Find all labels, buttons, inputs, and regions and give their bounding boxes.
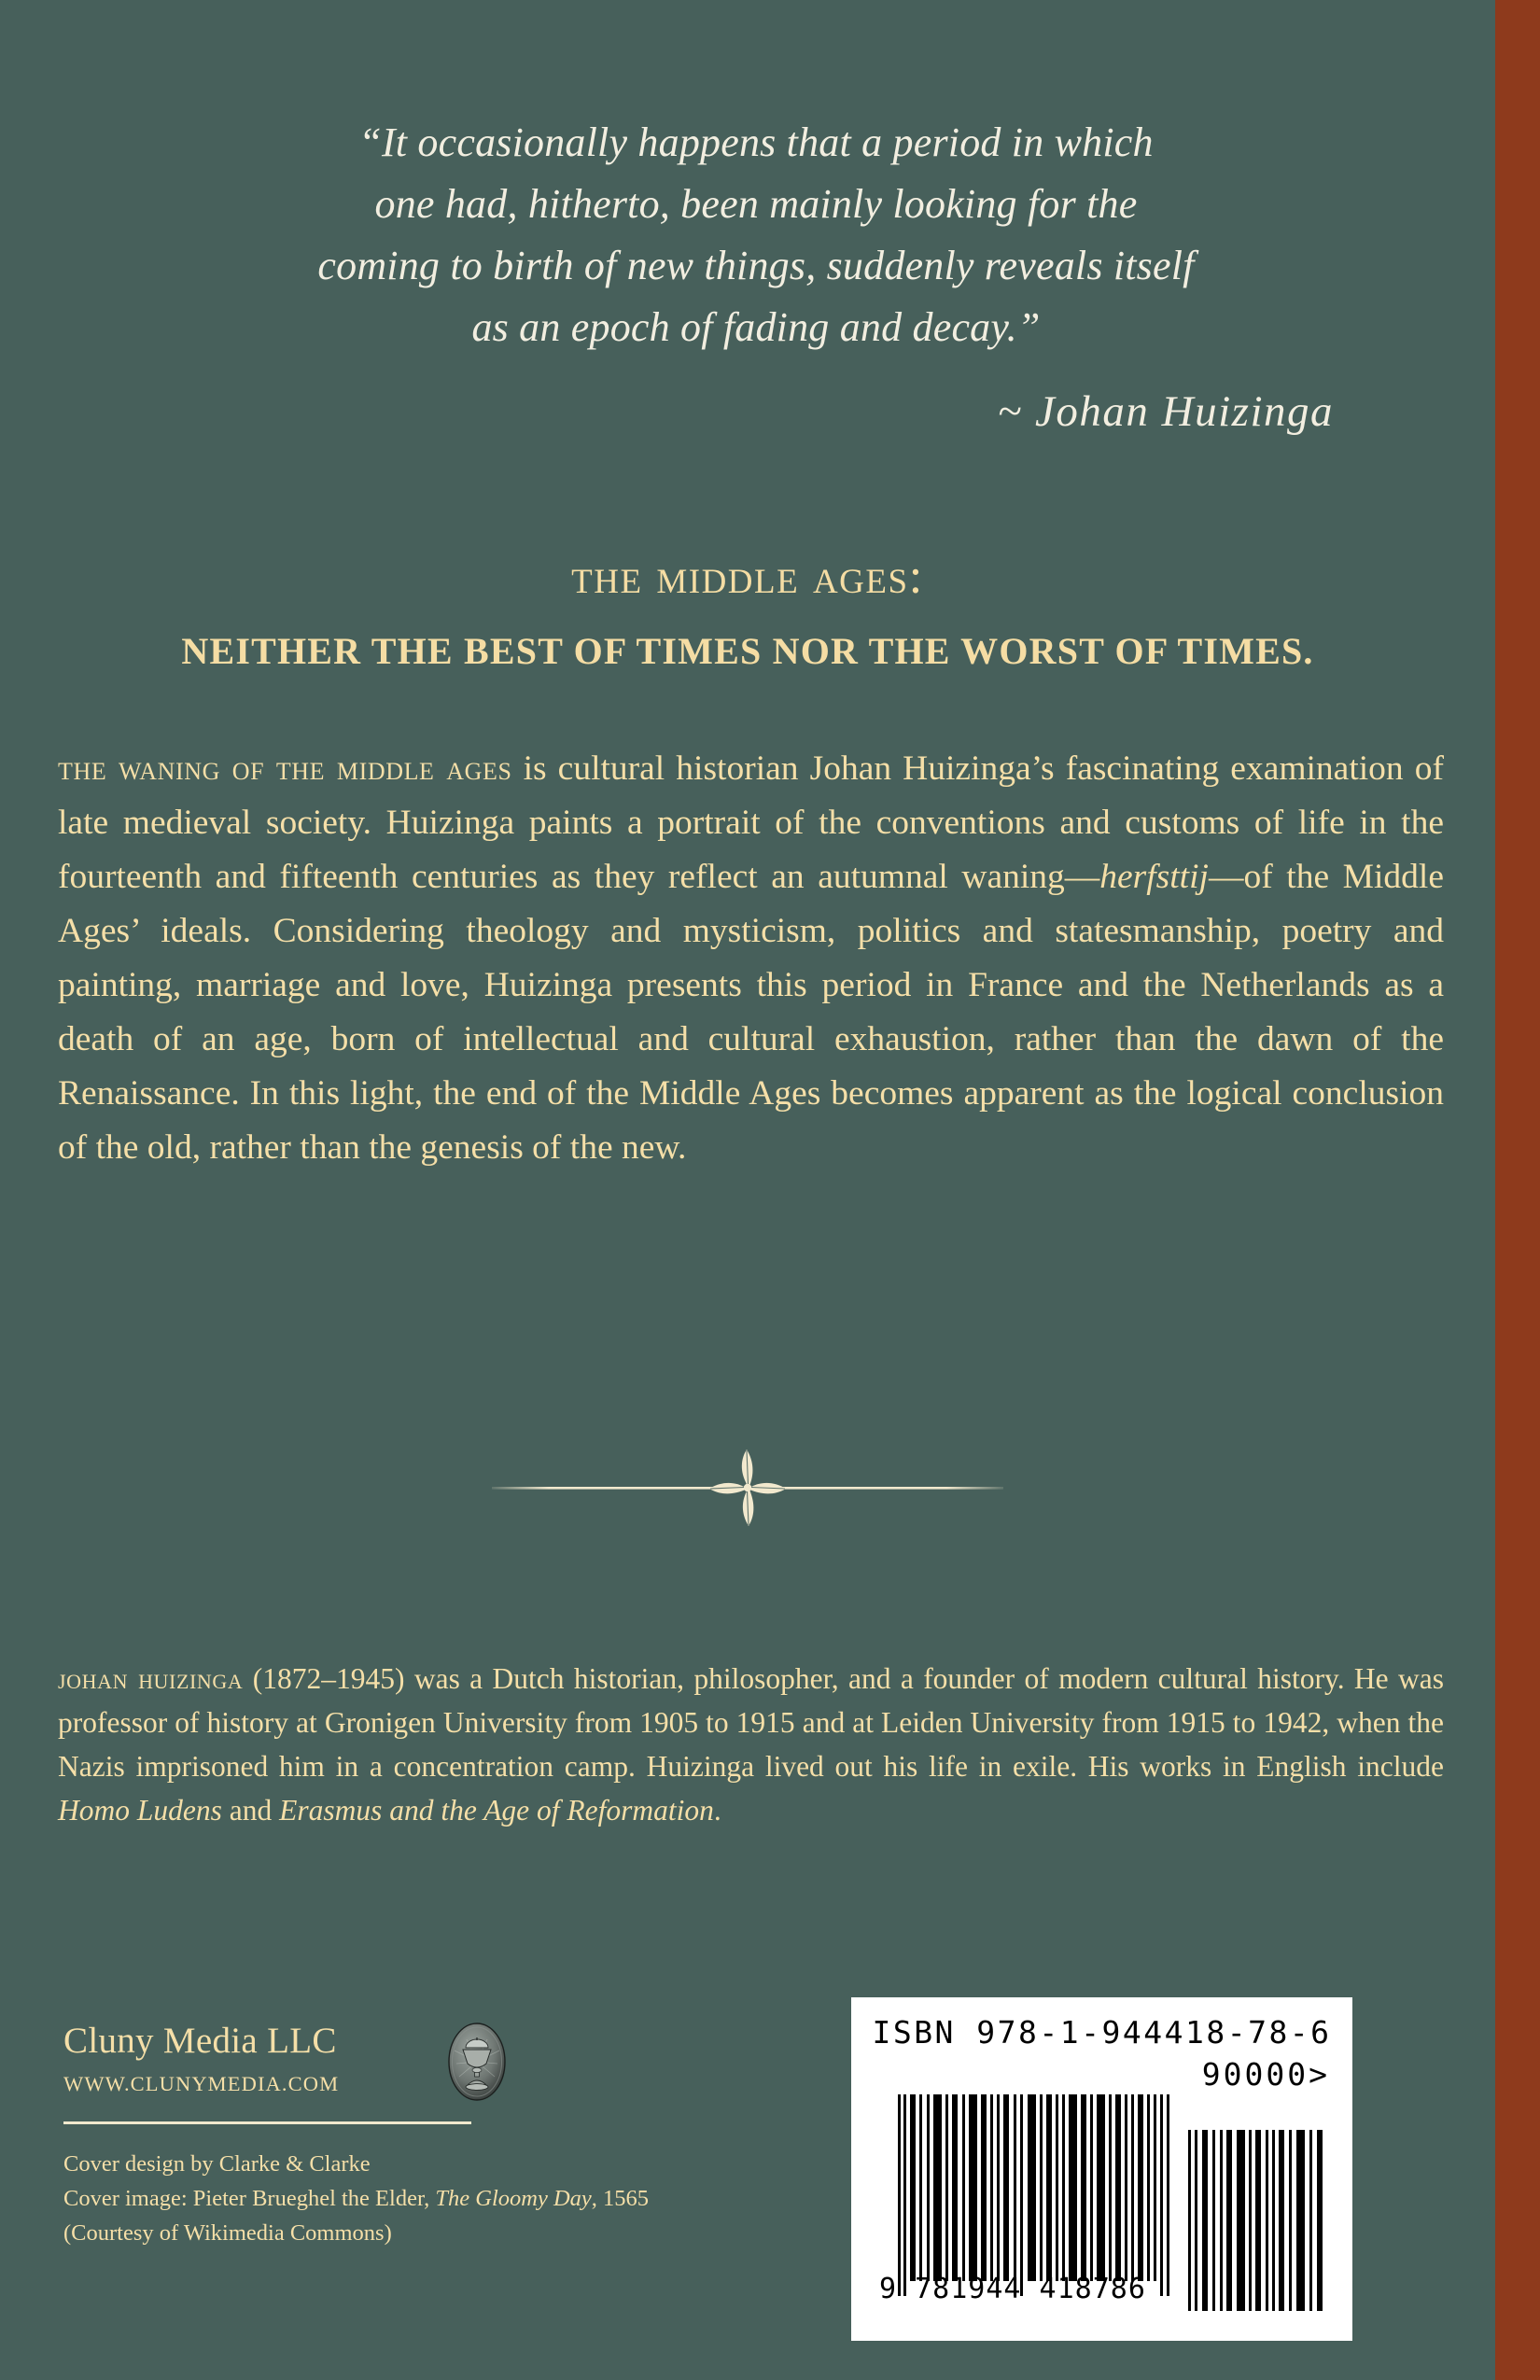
book-title-inline: the waning of the middle ages: [58, 749, 512, 788]
quote-attribution: ~ Johan Huizinga: [997, 387, 1334, 436]
author-bio-paragraph: [58, 1657, 1444, 1832]
leaf-ornament-icon: [486, 1445, 1009, 1531]
ean5-addon-bars-icon: [1188, 2130, 1326, 2311]
author-name-inline: johan huizinga: [58, 1662, 244, 1695]
isbn-barcode-block: [851, 1997, 1352, 2341]
publisher-url[interactable]: WWW.CLUNYMEDIA.COM: [63, 2071, 340, 2095]
credit-image-title: The Gloomy Day: [435, 2186, 592, 2212]
bio-part-2: and: [221, 1794, 280, 1827]
description-part-1: is cultural historian Johan Huizinga’s fascinating examination of late medieval society. Huizinga paints a portrait of the conventions and customs of life in the fourteenth and fifteenth centuries as they reflect an autumnal waning—: [58, 749, 1444, 896]
barcode-digits: 9 781944 418786: [879, 2273, 1146, 2305]
credit-image-prefix: Cover image: Pieter Brueghel the Elder,: [63, 2186, 436, 2212]
pull-quote-text: [163, 112, 1349, 358]
quote-line: as an epoch of fading and decay.”: [471, 304, 1041, 350]
chalice-medallion-logo-icon: [448, 2023, 506, 2101]
publisher-row: [63, 2021, 549, 2101]
headline-block: [0, 549, 1495, 673]
headline-main: the middle ages:: [571, 550, 924, 604]
publisher-block: [63, 2021, 650, 2251]
publisher-names: [63, 2021, 339, 2096]
quote-line: “It occasionally happens that a period in which: [358, 119, 1154, 165]
credit-image-suffix: , 1565: [591, 2186, 650, 2212]
headline-sub: NEITHER THE BEST OF TIMES NOR THE WORST OF TIMES.: [181, 630, 1314, 672]
isbn-addon-label: 90000>: [1201, 2056, 1330, 2093]
description-part-2: —of the Middle Ages’ ideals. Considering theology and mysticism, politics and statesmanship, poetry and painting, marriage and love, Huizinga presents this period in France and the Netherlands as a death of an age, born of intellectual and cultural exhaustion, rather than the dawn of the Renaissance. In this light, the end of the Middle Ages becomes apparent as the logical conclusion of the old, rather than the genesis of the new.: [58, 857, 1444, 1167]
bio-part-1: (1872–1945) was a Dutch historian, philosopher, and a founder of modern cultural history. He was professor of history at Gronigen University from 1905 to 1915 and at Leiden University from 1915 to 1942, when the Nazis imprisoned him in a concentration camp. Huizinga lived out his life in exile. His works in English include: [58, 1662, 1445, 1784]
credit-design-line: Cover design by Clarke & Clarke: [63, 2151, 371, 2177]
spine-edge-strip: [1495, 0, 1540, 2380]
foreign-term: herfsttij: [1099, 857, 1209, 896]
bio-work-title-2: Erasmus and the Age of Reformation: [279, 1794, 714, 1827]
barcode-bars-row: [872, 2094, 1332, 2311]
cover-credits: [63, 2147, 661, 2251]
footer-divider-rule: [63, 2121, 471, 2124]
quote-line: one had, hitherto, been mainly looking for the: [374, 181, 1138, 227]
bio-part-3: .: [713, 1794, 721, 1827]
pull-quote-block: [163, 112, 1349, 437]
isbn-label: ISBN 978-1-944418-78-6: [872, 2014, 1332, 2051]
credit-courtesy-line: (Courtesy of Wikimedia Commons): [63, 2220, 392, 2247]
description-paragraph: [58, 742, 1444, 1175]
publisher-name: Cluny Media LLC: [63, 2021, 337, 2061]
quote-line: coming to birth of new things, suddenly reveals itself: [317, 243, 1195, 288]
bio-work-title-1: Homo Ludens: [58, 1794, 222, 1827]
credit-image-line: [63, 2181, 661, 2216]
ornament-divider: [0, 1445, 1495, 1531]
